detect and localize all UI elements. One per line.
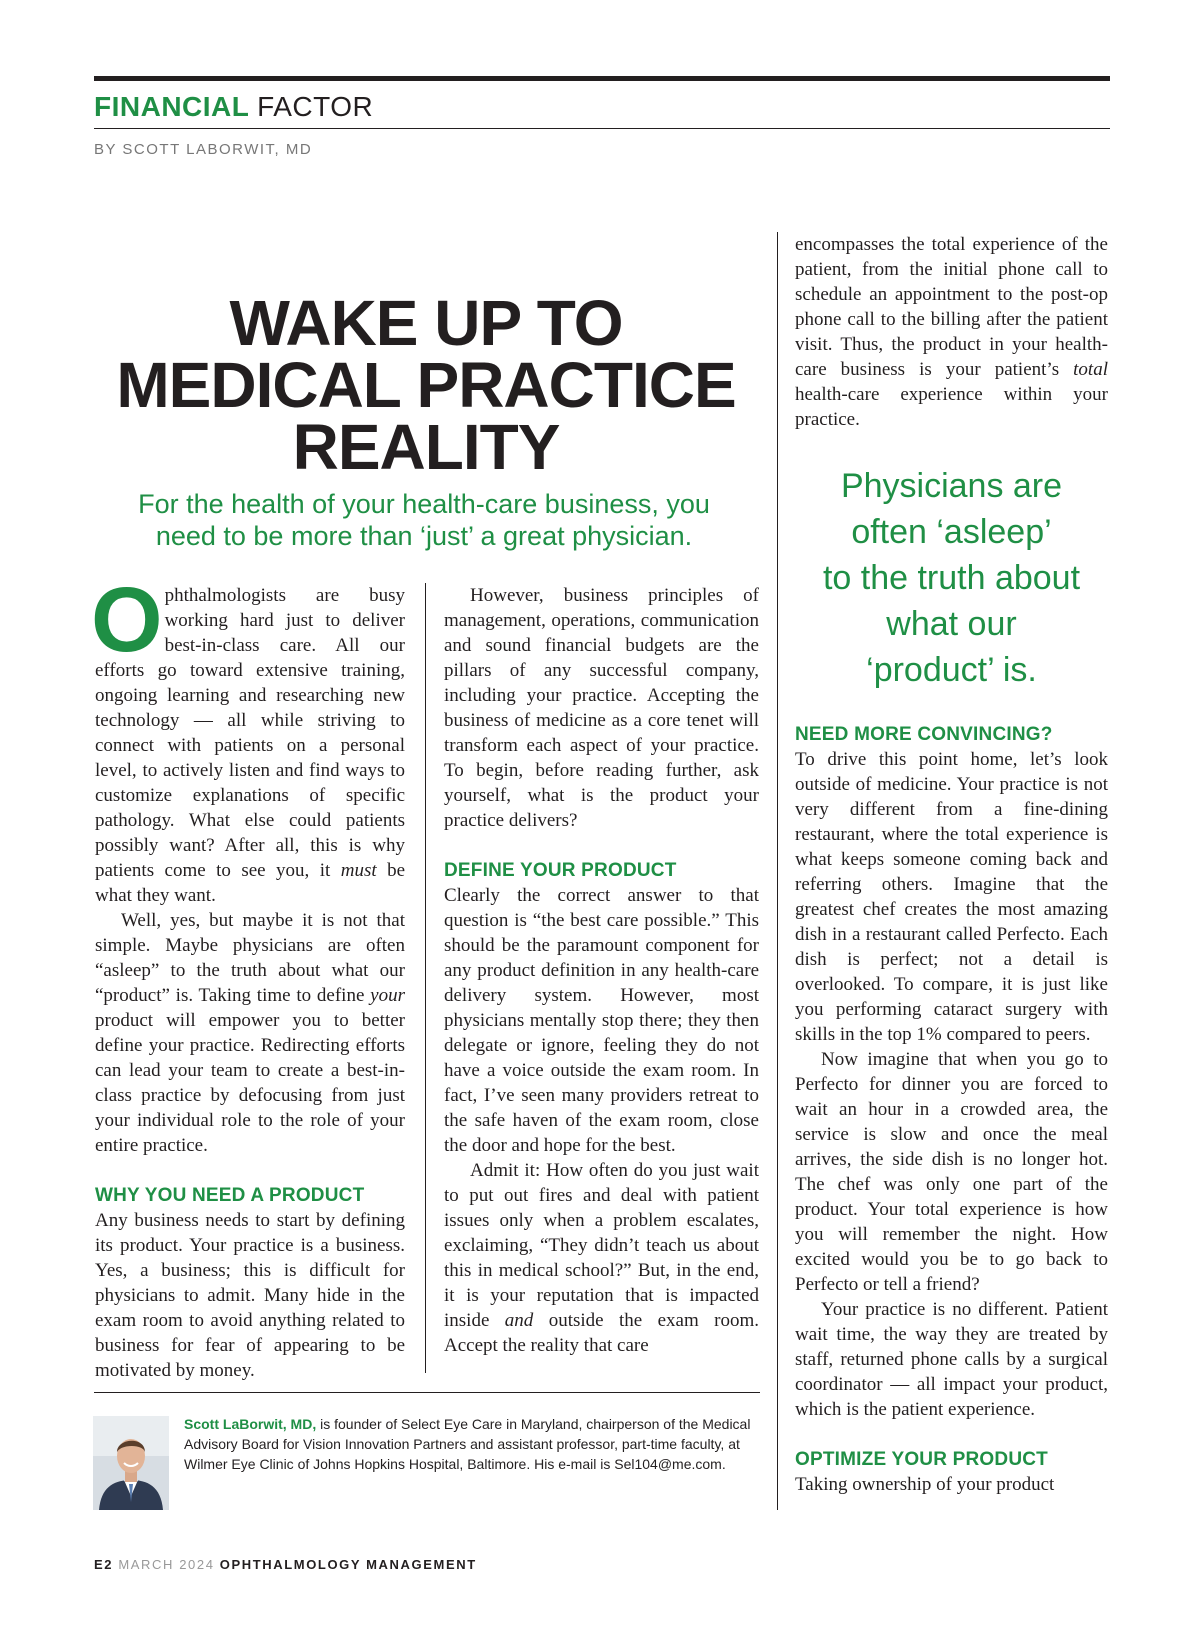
headline-line-2: MEDICAL PRACTICE (116, 349, 736, 421)
paragraph: encompasses the total experience of the patient, from the initial phone call to schedule an appointment to the post-op phone call to the billing after the patient visit. Thus, the product in your health-care business is your patient’s total health-care experience within your practice. (795, 234, 1108, 430)
author-bio: Scott LaBorwit, MD, is founder of Select Eye Care in Maryland, chairperson of the Medical Advisory Board for Vision Innovation Partners and assistant professor, part-time faculty, at Wilmer Eye Clinic of Johns Hopkins Hospital, Baltimore. His e-mail is Sel104@me.com. (184, 1416, 751, 1472)
issue-date: MARCH 2024 (118, 1557, 215, 1572)
top-rule (94, 76, 1110, 81)
pull-quote: Physicians are often ‘asleep’ to the truth about what our ‘product’ is. (822, 467, 1081, 689)
subhead-why-you-need-a-product: WHY YOU NEED A PRODUCT (95, 1185, 365, 1206)
drop-cap: O (91, 569, 163, 671)
column-divider (425, 583, 426, 1373)
headline-line-3: REALITY (292, 411, 560, 483)
author-portrait-icon (93, 1416, 169, 1510)
deck-line-2: need to be more than ‘just’ a great physician. (155, 521, 693, 551)
column-1 (91, 569, 405, 1383)
headline (86, 287, 766, 483)
subhead-define-your-product: DEFINE YOUR PRODUCT (444, 860, 677, 881)
column-divider (777, 232, 778, 1510)
paragraph: Well, yes, but maybe it is not that simple. Maybe physicians are often “asleep” to the truth about what our “product” is. Taking time to define your product will empower you to better define your practice. Redirecting efforts can lead your team to create a best-in-class practice by defocusing from just your individual role to the role of your entire practice. (95, 910, 405, 1156)
paragraph: Any business needs to start by defining its product. Your practice is a business. Yes, a business; this is difficult for physicians to admit. Many hide in the exam room to avoid anything related to business for fear of appearing to be motivated by money. (95, 1210, 405, 1381)
section-label-dark: FACTOR (257, 91, 374, 122)
paragraph: Admit it: How often do you just wait to put out fires and deal with patient issues only when a problem escalates, exclaiming, “They didn’t teach us about this in medical school?” But, in the end, it is your reputation that is impacted inside and outside the exam room. Accept the reality that care (444, 1160, 759, 1356)
subhead-optimize-your-product: OPTIMIZE YOUR PRODUCT (795, 1449, 1048, 1470)
paragraph: Now imagine that when you go to Perfecto for dinner you are forced to wait an hour in a crowded area, the service is slow and once the meal arrives, the side dish is no longer hot. The chef was only one part of the product. Your total experience is how you will remember the night. How excited would you be to go back to Perfecto or tell a friend? (795, 1049, 1108, 1295)
subhead-need-more-convincing: NEED MORE CONVINCING? (795, 724, 1053, 745)
headline-line-1: WAKE UP TO (229, 287, 623, 359)
deck-line-1: For the health of your health-care business, you (138, 489, 710, 519)
magazine-name: OPHTHALMOLOGY MANAGEMENT (219, 1557, 477, 1572)
section-head (94, 90, 373, 124)
paragraph: To drive this point home, let’s look outside of medicine. Your practice is not very different from a fine-dining restaurant, where the total experience is what keeps someone coming back and referring others. Imagine that the greatest chef creates the most amazing dish in a restaurant called Perfecto. Each dish is perfect; not a detail is overlooked. To compare, it is just like you performing cataract surgery with skills in the top 1% compared to peers. (795, 749, 1108, 1045)
page-number: E2 (94, 1557, 114, 1572)
bio-rule (94, 1392, 760, 1393)
header-rule (94, 128, 1110, 129)
paragraph: Ophthalmologists are busy working hard just to deliver best-in-class care. All our efforts go toward extensive training, ongoing learning and researching new technology — all while striving to connect with patients on a personal level, to actively listen and find ways to customize explanations of specific pathology. What else could patients possibly want? After all, this is why patients come to see you, it must be what they want. (91, 569, 405, 906)
paragraph: Clearly the correct answer to that question is “the best care possible.” This should be the paramount component for any product definition in any health-care delivery system. However, most physicians mentally stop there; they then delegate or ignore, feeling they do not have a voice outside the exam room. In fact, I’ve seen many providers retreat to the safe haven of the exam room, close the door and hope for the best. (444, 885, 759, 1156)
deck (94, 488, 754, 552)
author-name: Scott LaBorwit, MD, (184, 1416, 317, 1432)
column-2 (444, 583, 759, 1358)
section-label-green: FINANCIAL (94, 91, 249, 122)
byline: BY SCOTT LABORWIT, MD (94, 141, 313, 158)
paragraph: However, business principles of management, operations, communication and sound financial budgets are the pillars of any successful company, including your practice. Accepting the business of medicine as a core tenet will transform each aspect of your practice. To begin, before reading further, ask yourself, what is the product your practice delivers? (444, 585, 759, 831)
column-3 (795, 232, 1108, 1497)
paragraph: Taking ownership of your product (795, 1474, 1055, 1495)
author-photo (93, 1416, 169, 1510)
page-footer (94, 1557, 477, 1572)
paragraph: Your practice is no different. Patient wait time, the way they are treated by staff, returned phone calls by a surgical coordinator — all impact your product, which is the patient experience. (795, 1299, 1108, 1420)
